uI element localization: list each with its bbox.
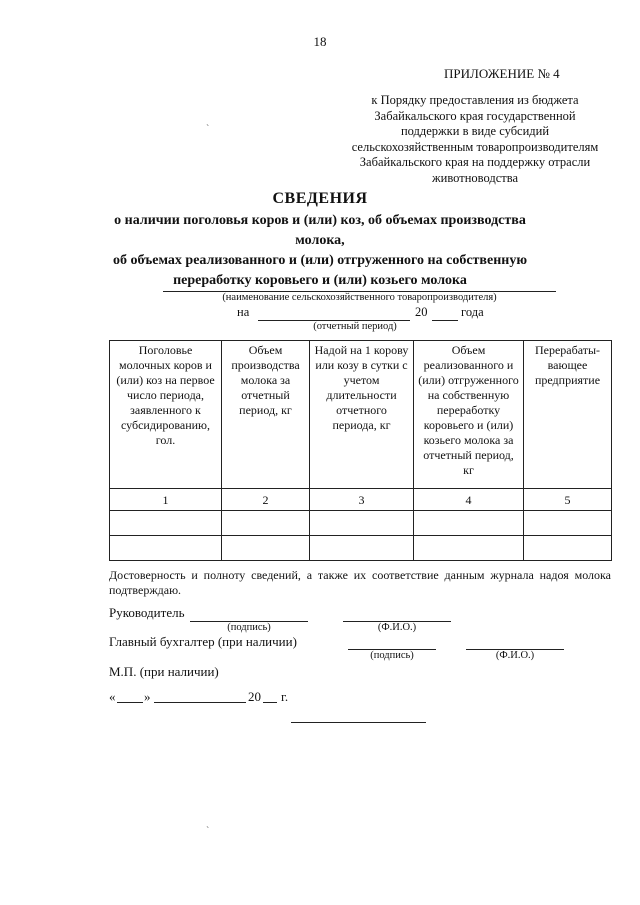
appendix-line: Забайкальского края государственной [374, 108, 576, 123]
period-suffix: года [461, 305, 484, 319]
subtitle-line: о наличии поголовья коров и (или) коз, об объемах производства молока, [114, 213, 526, 248]
accountant-signature-caption: (подпись) [370, 650, 414, 661]
date-year-prefix: 20 [248, 689, 261, 704]
appendix-line: сельскохозяйственным товаропроизводителям [351, 139, 599, 154]
table-cell[interactable] [414, 511, 524, 536]
appendix-reference [340, 93, 610, 186]
head-signature-caption: (подпись) [227, 622, 271, 633]
subtitle-line: переработку коровьего и (или) козьего молока [173, 273, 467, 288]
scan-mark: ˋ [206, 124, 210, 135]
data-table [109, 340, 612, 561]
table-cell[interactable] [524, 536, 612, 561]
date-day-field[interactable] [117, 702, 143, 703]
scan-mark: ˋ [206, 826, 210, 837]
column-header-production: Объем производства молока за отчетный период, кг [222, 341, 310, 489]
table-cell[interactable] [310, 511, 414, 536]
date-open-quote: « [109, 689, 116, 704]
column-number: 3 [310, 489, 414, 511]
date-year-field[interactable] [263, 702, 277, 703]
date-close-quote: » [144, 689, 151, 704]
column-header-yield: Надой на 1 корову или козу в сутки с учетом длительности отчетного периода, кг [310, 341, 414, 489]
period-caption: (отчетный период) [313, 321, 397, 332]
closing-separator [291, 722, 426, 723]
producer-name-caption: (наименование сельскохозяйственного товаропроизводителя) [222, 292, 497, 303]
page-number: 18 [313, 34, 327, 49]
appendix-number: ПРИЛОЖЕНИЕ № 4 [444, 66, 560, 81]
table-cell[interactable] [110, 536, 222, 561]
head-fio-caption: (Ф.И.О.) [377, 622, 417, 633]
period-year-field[interactable] [432, 320, 458, 321]
column-number: 4 [414, 489, 524, 511]
column-number: 1 [110, 489, 222, 511]
column-number: 2 [222, 489, 310, 511]
appendix-line: поддержки в виде субсидий [400, 124, 550, 138]
table-cell[interactable] [110, 511, 222, 536]
certification-note: Достоверность и полноту сведений, а также их соответствие данным журнала надоя молока подтверждаю. [109, 568, 611, 597]
head-label: Руководитель [109, 605, 185, 620]
subtitle-line: об объемах реализованного и (или) отгруженного на собственную [112, 253, 528, 268]
period-year-prefix: 20 [415, 305, 428, 319]
column-header-processor: Перерабаты-вающее предприятие [524, 341, 612, 489]
table-cell[interactable] [310, 536, 414, 561]
appendix-line: животноводства [432, 170, 518, 185]
appendix-line: к Порядку предоставления из бюджета [371, 93, 579, 107]
accountant-fio-caption: (Ф.И.О.) [495, 650, 535, 661]
date-month-field[interactable] [154, 702, 246, 703]
column-header-sold: Объем реализованного и (или) отгруженного на собственную переработку коровьего и (или) козьего молока за отчетный период, кг [414, 341, 524, 489]
column-header-herd: Поголовье молочных коров и (или) коз на первое число периода, заявленного к субсидированию, гол. [110, 341, 222, 489]
appendix-line: Забайкальского края на поддержку отрасли [359, 155, 591, 169]
table-cell[interactable] [414, 536, 524, 561]
date-year-suffix: г. [281, 689, 289, 704]
table-cell[interactable] [524, 511, 612, 536]
table-row [110, 511, 612, 536]
seal-label: М.П. (при наличии) [109, 664, 219, 679]
table-number-row [110, 489, 612, 511]
table-cell[interactable] [222, 511, 310, 536]
table-header-row [110, 341, 612, 489]
document-title: СВЕДЕНИЯ [272, 190, 368, 207]
column-number: 5 [524, 489, 612, 511]
table-row [110, 536, 612, 561]
document-subtitle [95, 211, 545, 291]
accountant-label: Главный бухгалтер (при наличии) [109, 634, 297, 649]
period-prefix: на [237, 305, 250, 319]
table-cell[interactable] [222, 536, 310, 561]
